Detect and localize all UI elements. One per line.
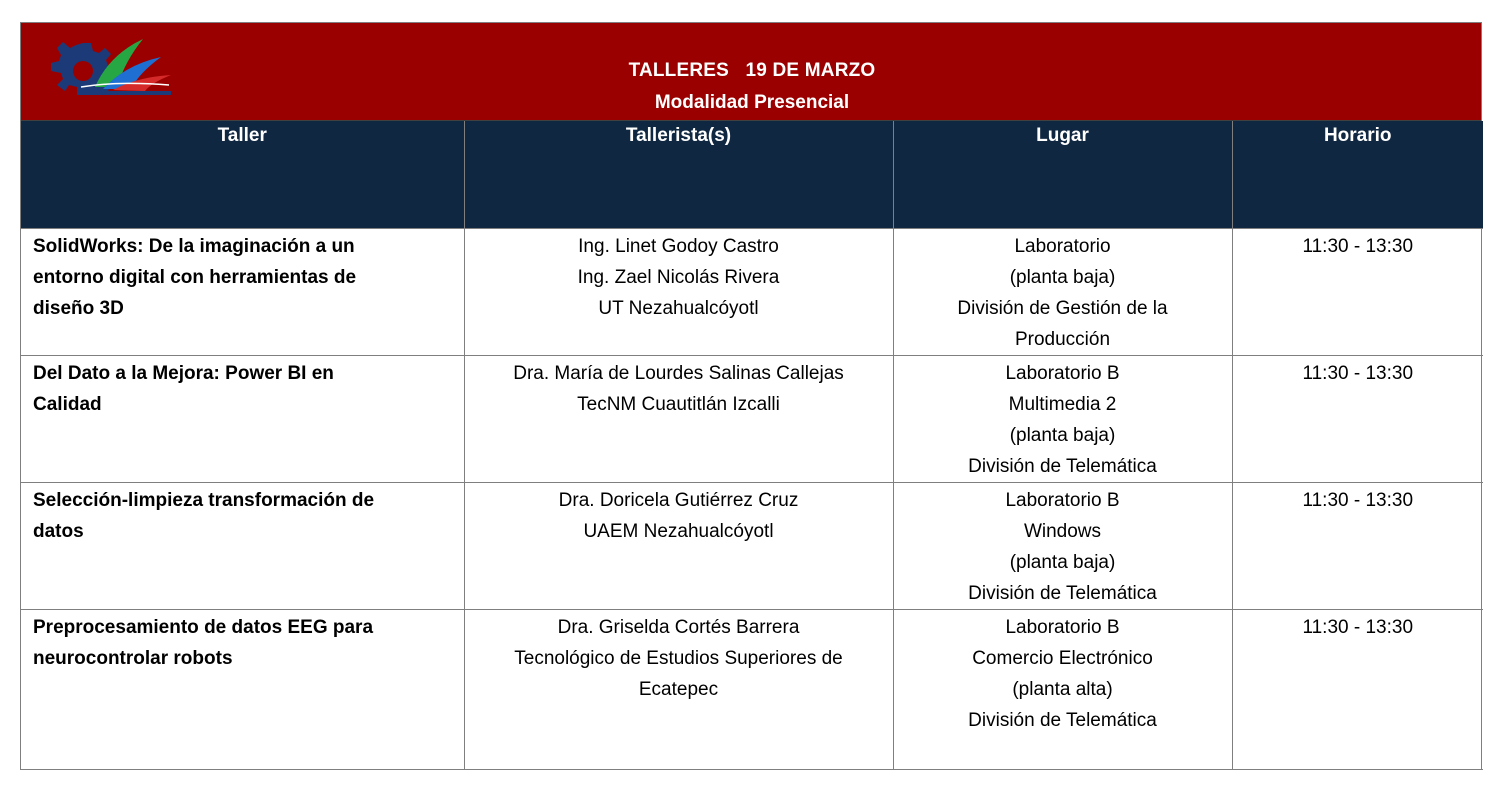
cell-horario: 11:30 - 13:30 xyxy=(1232,228,1483,355)
taller-line: Preprocesamiento de datos EEG para xyxy=(33,616,374,638)
taller-line: entorno digital con herramientas de xyxy=(33,266,357,288)
tallerista-line: Ecatepec xyxy=(638,678,719,700)
header-banner xyxy=(21,23,1481,121)
column-header-horario: Horario xyxy=(1232,121,1483,228)
lugar-line: Comercio Electrónico xyxy=(972,647,1153,669)
lugar-line: (planta baja) xyxy=(1009,424,1116,446)
lugar-line: Laboratorio B xyxy=(1005,362,1120,384)
lugar-line: Windows xyxy=(1023,520,1102,542)
tallerista-line: Dra. María de Lourdes Salinas Callejas xyxy=(513,362,844,384)
cell-taller xyxy=(21,609,464,769)
cell-taller xyxy=(21,482,464,609)
cell-horario: 11:30 - 13:30 xyxy=(1232,355,1483,482)
banner-title xyxy=(21,60,1483,82)
tallerista-line: Dra. Doricela Gutiérrez Cruz xyxy=(558,489,799,511)
table-row xyxy=(21,482,1483,609)
lugar-line: División de Gestión de la xyxy=(957,297,1168,319)
lugar-line: División de Telemática xyxy=(968,709,1157,731)
cell-lugar xyxy=(893,228,1232,355)
cell-talleristas xyxy=(464,609,893,769)
cell-horario: 11:30 - 13:30 xyxy=(1232,609,1483,769)
table-row xyxy=(21,609,1483,769)
taller-line: SolidWorks: De la imaginación a un xyxy=(33,235,355,257)
cell-talleristas xyxy=(464,355,893,482)
tallerista-line: Ing. Linet Godoy Castro xyxy=(578,235,779,257)
column-header-lugar: Lugar xyxy=(893,121,1232,228)
taller-line: Selección-limpieza transformación de xyxy=(33,489,375,511)
tallerista-line: TecNM Cuautitlán Izcalli xyxy=(577,393,780,415)
taller-line: Calidad xyxy=(33,393,102,415)
taller-line: diseño 3D xyxy=(33,297,124,319)
lugar-line: División de Telemática xyxy=(968,582,1157,604)
lugar-line: Laboratorio B xyxy=(1005,616,1120,638)
cell-lugar xyxy=(893,355,1232,482)
cell-talleristas xyxy=(464,482,893,609)
table-row xyxy=(21,355,1483,482)
tallerista-line: Dra. Griselda Cortés Barrera xyxy=(557,616,800,638)
lugar-line: Laboratorio B xyxy=(1005,489,1120,511)
cell-horario: 11:30 - 13:30 xyxy=(1232,482,1483,609)
table-row xyxy=(21,228,1483,355)
column-header-talleristas: Tallerista(s) xyxy=(464,121,893,228)
tallerista-line: Tecnológico de Estudios Superiores de xyxy=(514,647,843,669)
taller-line: neurocontrolar robots xyxy=(33,647,233,669)
lugar-line: Multimedia 2 xyxy=(1008,393,1117,415)
column-header-taller: Taller xyxy=(21,121,464,228)
cell-talleristas xyxy=(464,228,893,355)
cell-taller xyxy=(21,355,464,482)
schedule-table xyxy=(21,121,1483,770)
lugar-line: (planta alta) xyxy=(1012,678,1113,700)
lugar-line: Laboratorio xyxy=(1014,235,1111,257)
cell-lugar xyxy=(893,609,1232,769)
title-talleres: TALLERES xyxy=(628,60,730,81)
lugar-line: Producción xyxy=(1014,328,1111,350)
tallerista-line: UAEM Nezahualcóyotl xyxy=(583,520,774,542)
cell-lugar xyxy=(893,482,1232,609)
table-header-row xyxy=(21,121,1483,228)
tallerista-line: Ing. Zael Nicolás Rivera xyxy=(577,266,780,288)
taller-line: Del Dato a la Mejora: Power BI en xyxy=(33,362,334,384)
tallerista-line: UT Nezahualcóyotl xyxy=(598,297,759,319)
taller-line: datos xyxy=(33,520,84,542)
banner-subtitle: Modalidad Presencial xyxy=(654,92,850,113)
title-date: 19 DE MARZO xyxy=(745,60,876,81)
lugar-line: (planta baja) xyxy=(1009,266,1116,288)
cell-taller xyxy=(21,228,464,355)
schedule-sheet xyxy=(20,22,1482,770)
lugar-line: División de Telemática xyxy=(968,455,1157,477)
lugar-line: (planta baja) xyxy=(1009,551,1116,573)
